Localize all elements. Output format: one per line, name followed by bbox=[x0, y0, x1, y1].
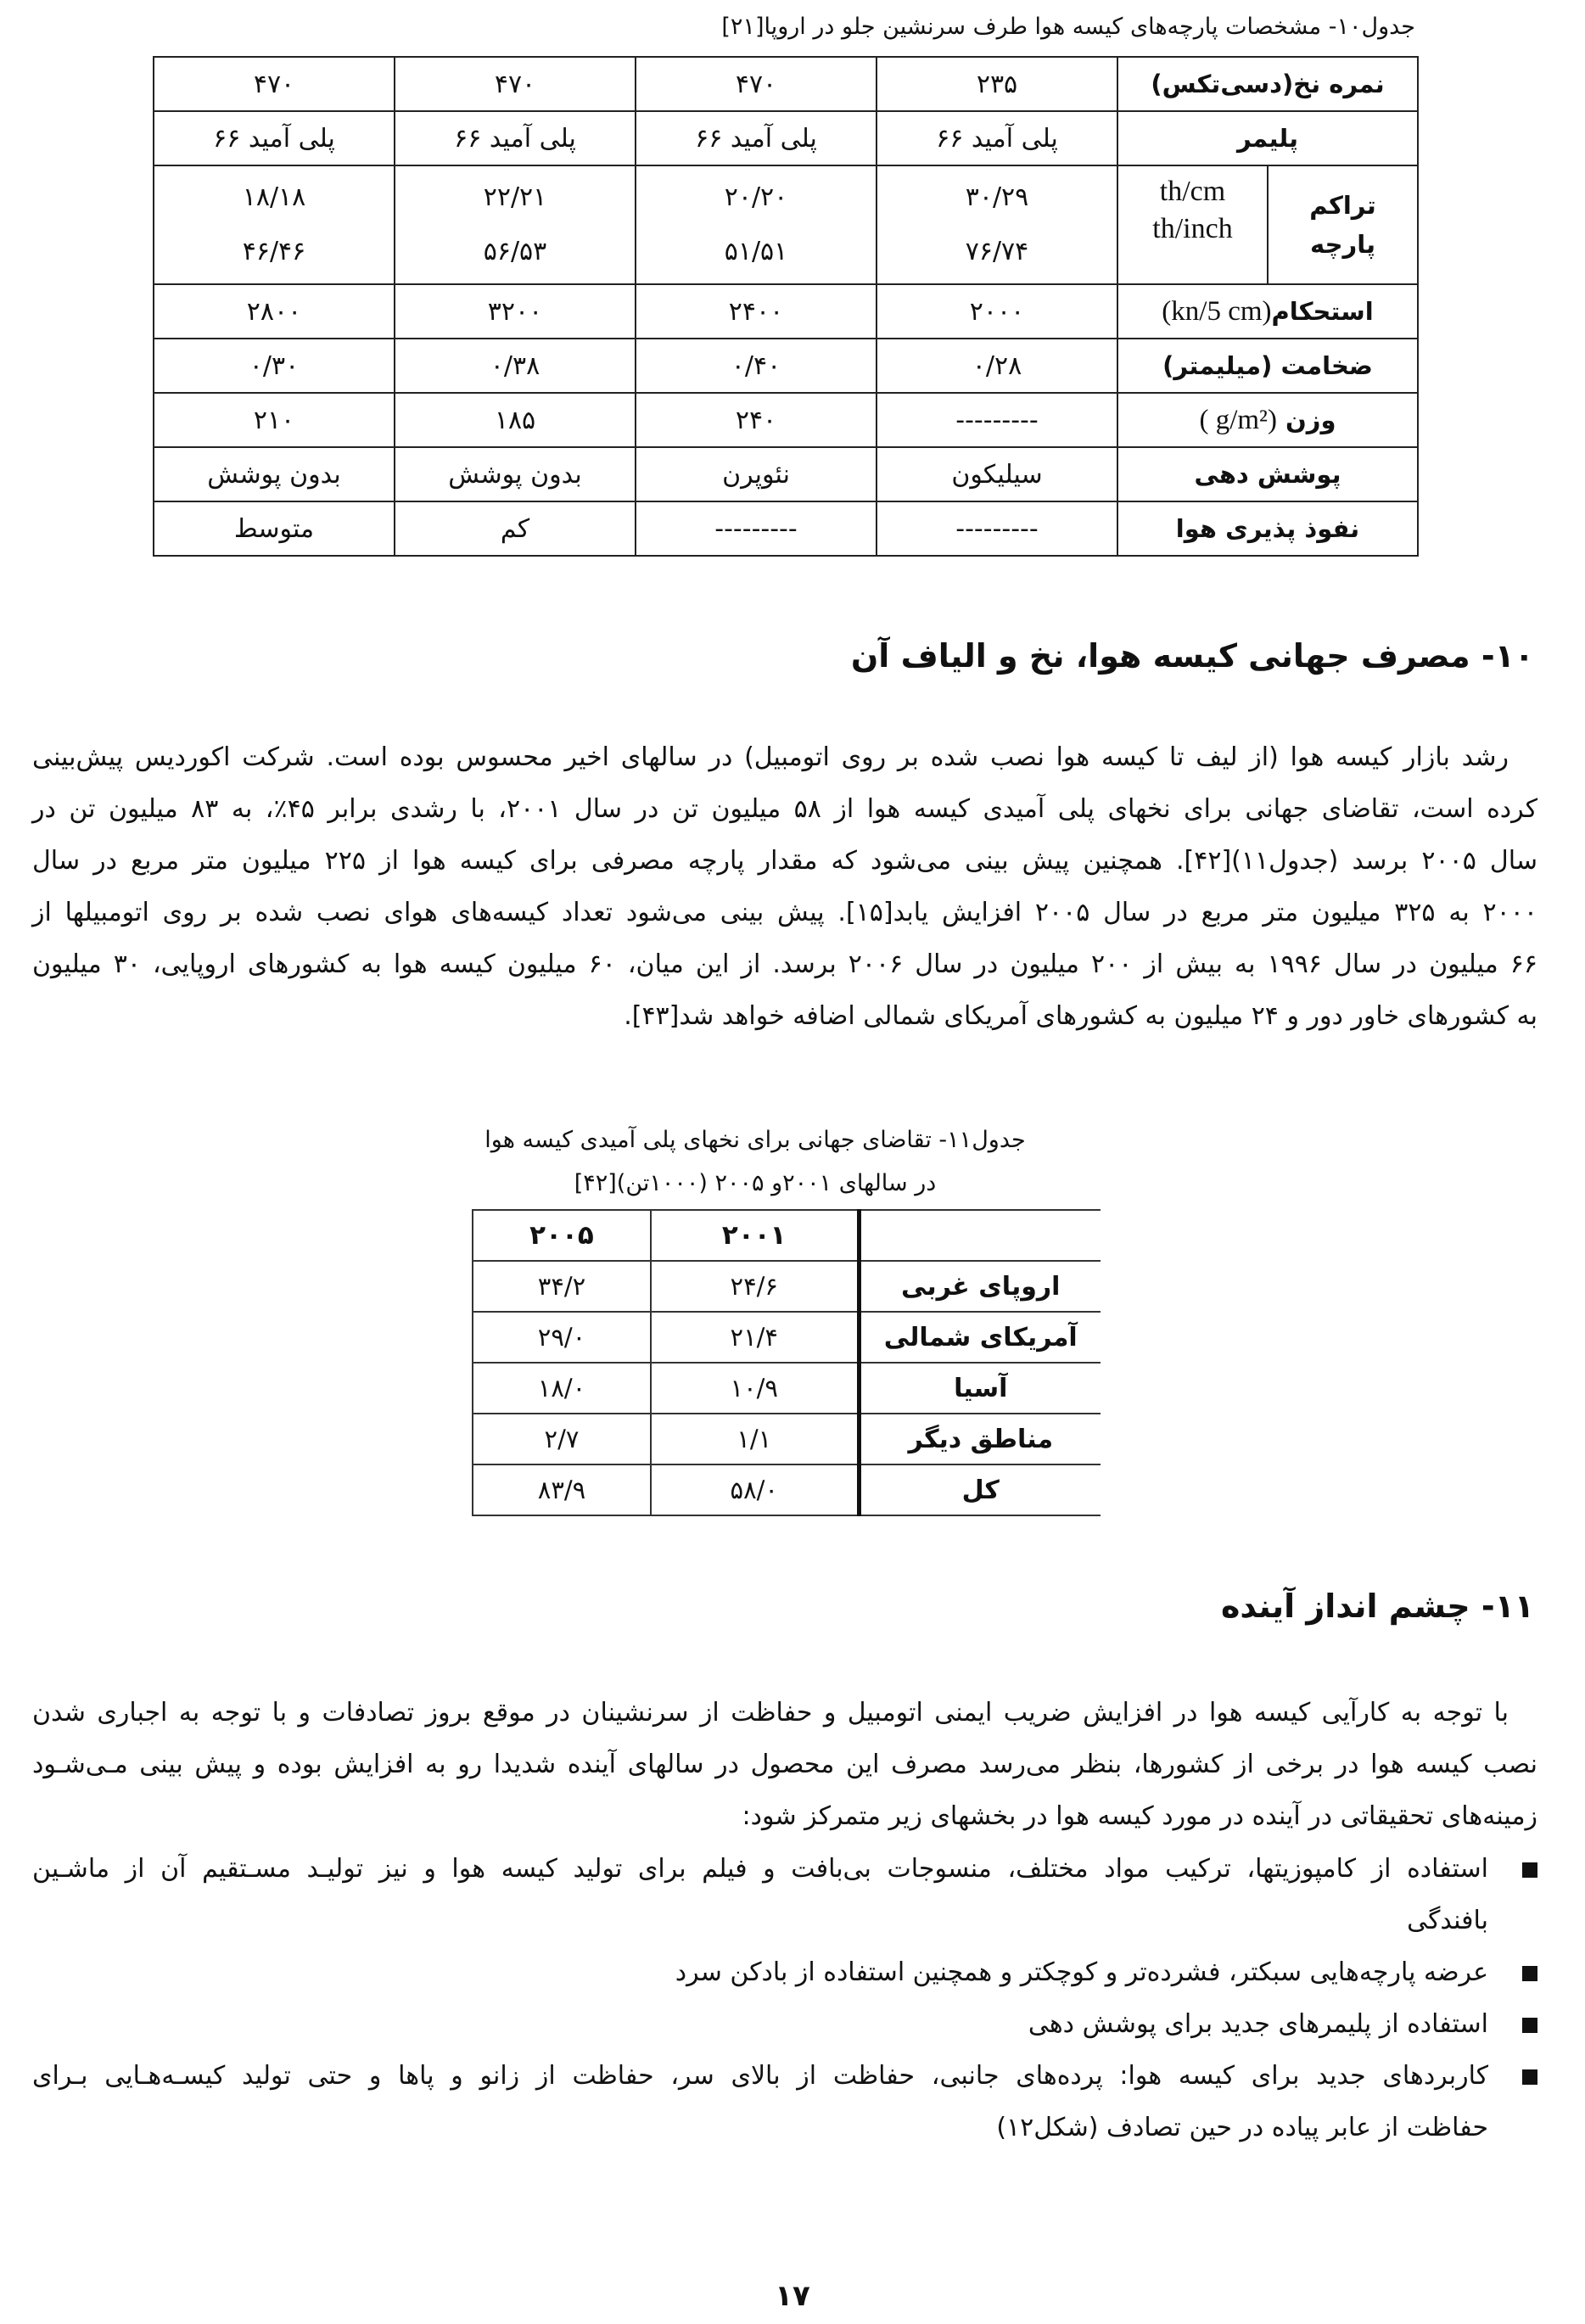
table-row bbox=[154, 284, 1418, 339]
section11-paragraph bbox=[32, 1687, 1537, 1842]
value-cm: ۱۸/۱۸ bbox=[242, 182, 306, 212]
table-row bbox=[473, 1312, 1101, 1363]
table-cell bbox=[877, 165, 1117, 284]
value-cm: ۲۲/۲۱ bbox=[483, 182, 547, 212]
table-cell: ۸۳/۹ bbox=[473, 1464, 651, 1515]
table10-caption: جدول۱۰- مشخصات پارچه‌های کیسه هوا طرف سرنشین جلو در اروپا[۲۱] bbox=[721, 14, 1415, 40]
value-inch: ۵۶/۵۳ bbox=[483, 237, 547, 266]
list-item-line: حفاظت از عابر پیاده در حین تصادف (شکل۱۲) bbox=[996, 2113, 1488, 2142]
section10-heading: ۱۰- مصرف جهانی کیسه هوا، نخ و الیاف آن bbox=[850, 637, 1534, 675]
paragraph-line: ۶۶ میلیون در سال ۱۹۹۶ به بیش از ۲۰۰ میلیون در سال ۲۰۰۶ برسد. از این میان، ۶۰ میلیون کیسه هوا به کشورهای اروپایی، ۳۰ میلیون bbox=[32, 949, 1538, 979]
row-header bbox=[1268, 165, 1418, 284]
table-cell: ۱/۱ bbox=[651, 1414, 859, 1464]
table-cell: ۱۰/۹ bbox=[651, 1363, 859, 1414]
square-bullet-icon bbox=[1522, 1966, 1537, 1981]
list-item-line: عرضه پارچه‌هایی سبکتر، فشرده‌تر و کوچکتر و همچنین استفاده از بادکن سرد bbox=[675, 1957, 1488, 1987]
row-header bbox=[1117, 284, 1418, 339]
value-cm: ۳۰/۲۹ bbox=[965, 182, 1029, 212]
list-item-line: استفاده از پلیمرهای جدید برای پوشش دهی bbox=[1028, 2009, 1488, 2039]
column-header bbox=[859, 1210, 1101, 1261]
unit-inch: th/inch bbox=[1152, 213, 1233, 244]
table-cell: ۲۴/۶ bbox=[651, 1261, 859, 1312]
page-number: ۱۷ bbox=[775, 2279, 810, 2313]
table-cell: ۵۸/۰ bbox=[651, 1464, 859, 1515]
region-label: آمریکای شمالی bbox=[859, 1312, 1101, 1363]
row-header: پوشش دهی bbox=[1117, 447, 1418, 501]
table-cell: پلی آمید ۶۶ bbox=[636, 111, 877, 165]
paragraph-line: زمینه‌های تحقیقاتی در آینده در مورد کیسه هوا در بخشهای زیر متمرکز شود: bbox=[742, 1801, 1537, 1831]
row-header: نفوذ پذیری هوا bbox=[1117, 501, 1418, 556]
paragraph-line: سال ۲۰۰۵ برسد (جدول۱۱)[۴۲]. همچنین پیش بینی می‌شود که مقدار پارچه مصرفی برای کیسه هوا از ۲۲۵ میلیون متر مربع در سال bbox=[32, 846, 1537, 876]
table-cell: بدون پوشش bbox=[395, 447, 636, 501]
list-item bbox=[32, 2050, 1537, 2153]
table-cell: ۰/۲۸ bbox=[877, 339, 1117, 393]
table-cell: ۲۰۰۰ bbox=[877, 284, 1117, 339]
table-cell: ۲/۷ bbox=[473, 1414, 651, 1464]
table-cell: ۳۲۰۰ bbox=[395, 284, 636, 339]
section11-heading: ۱۱- چشم انداز آینده bbox=[1220, 1588, 1534, 1625]
table-cell: پلی آمید ۶۶ bbox=[395, 111, 636, 165]
table-cell: ۲۹/۰ bbox=[473, 1312, 651, 1363]
paragraph-line: به کشورهای خاور دور و ۲۴ میلیون به کشورهای آمریکای شمالی اضافه خواهد شد[۴۳]. bbox=[624, 1001, 1537, 1031]
table-header-row bbox=[473, 1210, 1101, 1261]
table-cell: ۴۷۰ bbox=[154, 57, 395, 111]
list-item bbox=[32, 1946, 1537, 1998]
row-header-text: استحکام bbox=[1271, 296, 1374, 326]
table-cell: ۲۸۰۰ bbox=[154, 284, 395, 339]
row-header-text: وزن bbox=[1285, 405, 1336, 434]
table-cell: ۰/۴۰ bbox=[636, 339, 877, 393]
row-header: ضخامت (میلیمتر) bbox=[1117, 339, 1418, 393]
table-cell: بدون پوشش bbox=[154, 447, 395, 501]
table11 bbox=[472, 1209, 1101, 1516]
list-item bbox=[32, 1998, 1537, 2050]
table-row bbox=[473, 1464, 1101, 1515]
table-cell: سیلیکون bbox=[877, 447, 1117, 501]
table-row bbox=[154, 501, 1418, 556]
value-inch: ۴۶/۴۶ bbox=[242, 237, 306, 266]
row-header-unit: ( g/m²) bbox=[1199, 404, 1277, 435]
table-row bbox=[154, 339, 1418, 393]
table-row bbox=[154, 57, 1418, 111]
paragraph-line: با توجه به کارآیی کیسه هوا در افزایش ضریب ایمنی اتومبیل و حفاظت از سرنشینان در موقع بروز تصادفات و با توجه به اجباری شدن bbox=[32, 1698, 1509, 1728]
row-header: پلیمر bbox=[1117, 111, 1418, 165]
value-cm: ۲۰/۲۰ bbox=[724, 182, 788, 212]
table-cell: ۲۳۵ bbox=[877, 57, 1117, 111]
region-label: آسیا bbox=[859, 1363, 1101, 1414]
table-cell: --------- bbox=[877, 393, 1117, 447]
row-header-text: تراکم پارچه bbox=[1309, 191, 1376, 259]
section10-paragraph bbox=[32, 731, 1537, 1042]
column-header: ۲۰۰۵ bbox=[473, 1210, 651, 1261]
table-cell: ۱۸۵ bbox=[395, 393, 636, 447]
paragraph-line: ۲۰۰۰ به ۳۲۵ میلیون متر مربع در سال ۲۰۰۵ افزایش یابد[۱۵]. پیش بینی می‌شود تعداد کیسه‌های هوای نصب شده بر روی اتومبیلها از bbox=[32, 898, 1537, 927]
table-cell: ۳۴/۲ bbox=[473, 1261, 651, 1312]
table-cell: ۰/۳۸ bbox=[395, 339, 636, 393]
paragraph-line: رشد بازار کیسه هوا (از لیف تا کیسه هوا نصب شده بر روی اتومبیل) در سالهای اخیر محسوس بوده است. شرکت اکوردیس پیش‌بینی bbox=[32, 742, 1509, 772]
unit-cm: th/cm bbox=[1159, 176, 1226, 207]
table-row bbox=[154, 111, 1418, 165]
table-cell: ۲۱۰ bbox=[154, 393, 395, 447]
table11-caption-line1: جدول۱۱- تقاضای جهانی برای نخهای پلی آمیدی کیسه هوا bbox=[484, 1127, 1026, 1153]
paragraph-line: نصب کیسه هوا در برخی از کشورها، بنظر می‌رسد مصرف این محصول در سالهای آینده شدیدا رو به افزایش بوده و پیش بینی مـی‌شـود bbox=[32, 1750, 1537, 1779]
square-bullet-icon bbox=[1522, 2069, 1537, 2085]
table-cell: ۴۷۰ bbox=[636, 57, 877, 111]
row-header: نمره نخ(دسی‌تکس) bbox=[1117, 57, 1418, 111]
unit-cell bbox=[1117, 165, 1268, 284]
table-cell: ۲۴۰۰ bbox=[636, 284, 877, 339]
table-cell: نئوپرن bbox=[636, 447, 877, 501]
table11-caption-line2: در سالهای ۲۰۰۱و ۲۰۰۵ (۱۰۰۰تن)[۴۲] bbox=[574, 1170, 937, 1196]
table-row bbox=[473, 1414, 1101, 1464]
future-research-list bbox=[32, 1843, 1537, 2153]
table-cell: ۲۱/۴ bbox=[651, 1312, 859, 1363]
row-header-unit: (kn/5 cm) bbox=[1162, 295, 1272, 327]
square-bullet-icon bbox=[1522, 1862, 1537, 1878]
table-row bbox=[473, 1363, 1101, 1414]
table-cell bbox=[636, 165, 877, 284]
value-inch: ۵۱/۵۱ bbox=[724, 237, 788, 266]
table-cell: پلی آمید ۶۶ bbox=[154, 111, 395, 165]
table-cell: ۲۴۰ bbox=[636, 393, 877, 447]
paragraph-line: کرده است، تقاضای جهانی برای نخهای پلی آمیدی کیسه هوا از ۵۸ میلیون تن در سال ۲۰۰۱، با رشدی برابر ۴۵٪، به ۸۳ میلیون تن در bbox=[32, 794, 1537, 824]
list-item bbox=[32, 1843, 1537, 1946]
table-cell: متوسط bbox=[154, 501, 395, 556]
list-item-line: کاربردهای جدید برای کیسه هوا: پرده‌های جانبی، حفاظت از بالای سر، حفاظت از زانو و پاها و حتی تولید کیسـه‌هـایی بـرای bbox=[32, 2061, 1488, 2091]
table-cell bbox=[154, 165, 395, 284]
value-inch: ۷۶/۷۴ bbox=[965, 237, 1029, 266]
table-cell: ۴۷۰ bbox=[395, 57, 636, 111]
square-bullet-icon bbox=[1522, 2018, 1537, 2033]
table-row bbox=[154, 393, 1418, 447]
table-cell: ۱۸/۰ bbox=[473, 1363, 651, 1414]
table-cell: پلی آمید ۶۶ bbox=[877, 111, 1117, 165]
table11-caption bbox=[450, 1118, 1061, 1205]
table-row bbox=[473, 1261, 1101, 1312]
table-row bbox=[154, 165, 1418, 284]
region-label: مناطق دیگر bbox=[859, 1414, 1101, 1464]
region-label: اروپای غربی bbox=[859, 1261, 1101, 1312]
table-cell: کم bbox=[395, 501, 636, 556]
list-item-line: استفاده از کامپوزیتها، ترکیب مواد مختلف، منسوجات بی‌بافت و فیلم برای تولید کیسه هوا و نیز تولیـد مسـتقیم آن از ماشـین bbox=[32, 1854, 1488, 1884]
table10 bbox=[153, 56, 1419, 557]
table-cell: --------- bbox=[877, 501, 1117, 556]
table-cell: ۰/۳۰ bbox=[154, 339, 395, 393]
list-item-line: بافندگی bbox=[1407, 1906, 1488, 1935]
region-label: کل bbox=[859, 1464, 1101, 1515]
table-cell bbox=[395, 165, 636, 284]
row-header bbox=[1117, 393, 1418, 447]
table-cell: --------- bbox=[636, 501, 877, 556]
table-row bbox=[154, 447, 1418, 501]
column-header: ۲۰۰۱ bbox=[651, 1210, 859, 1261]
